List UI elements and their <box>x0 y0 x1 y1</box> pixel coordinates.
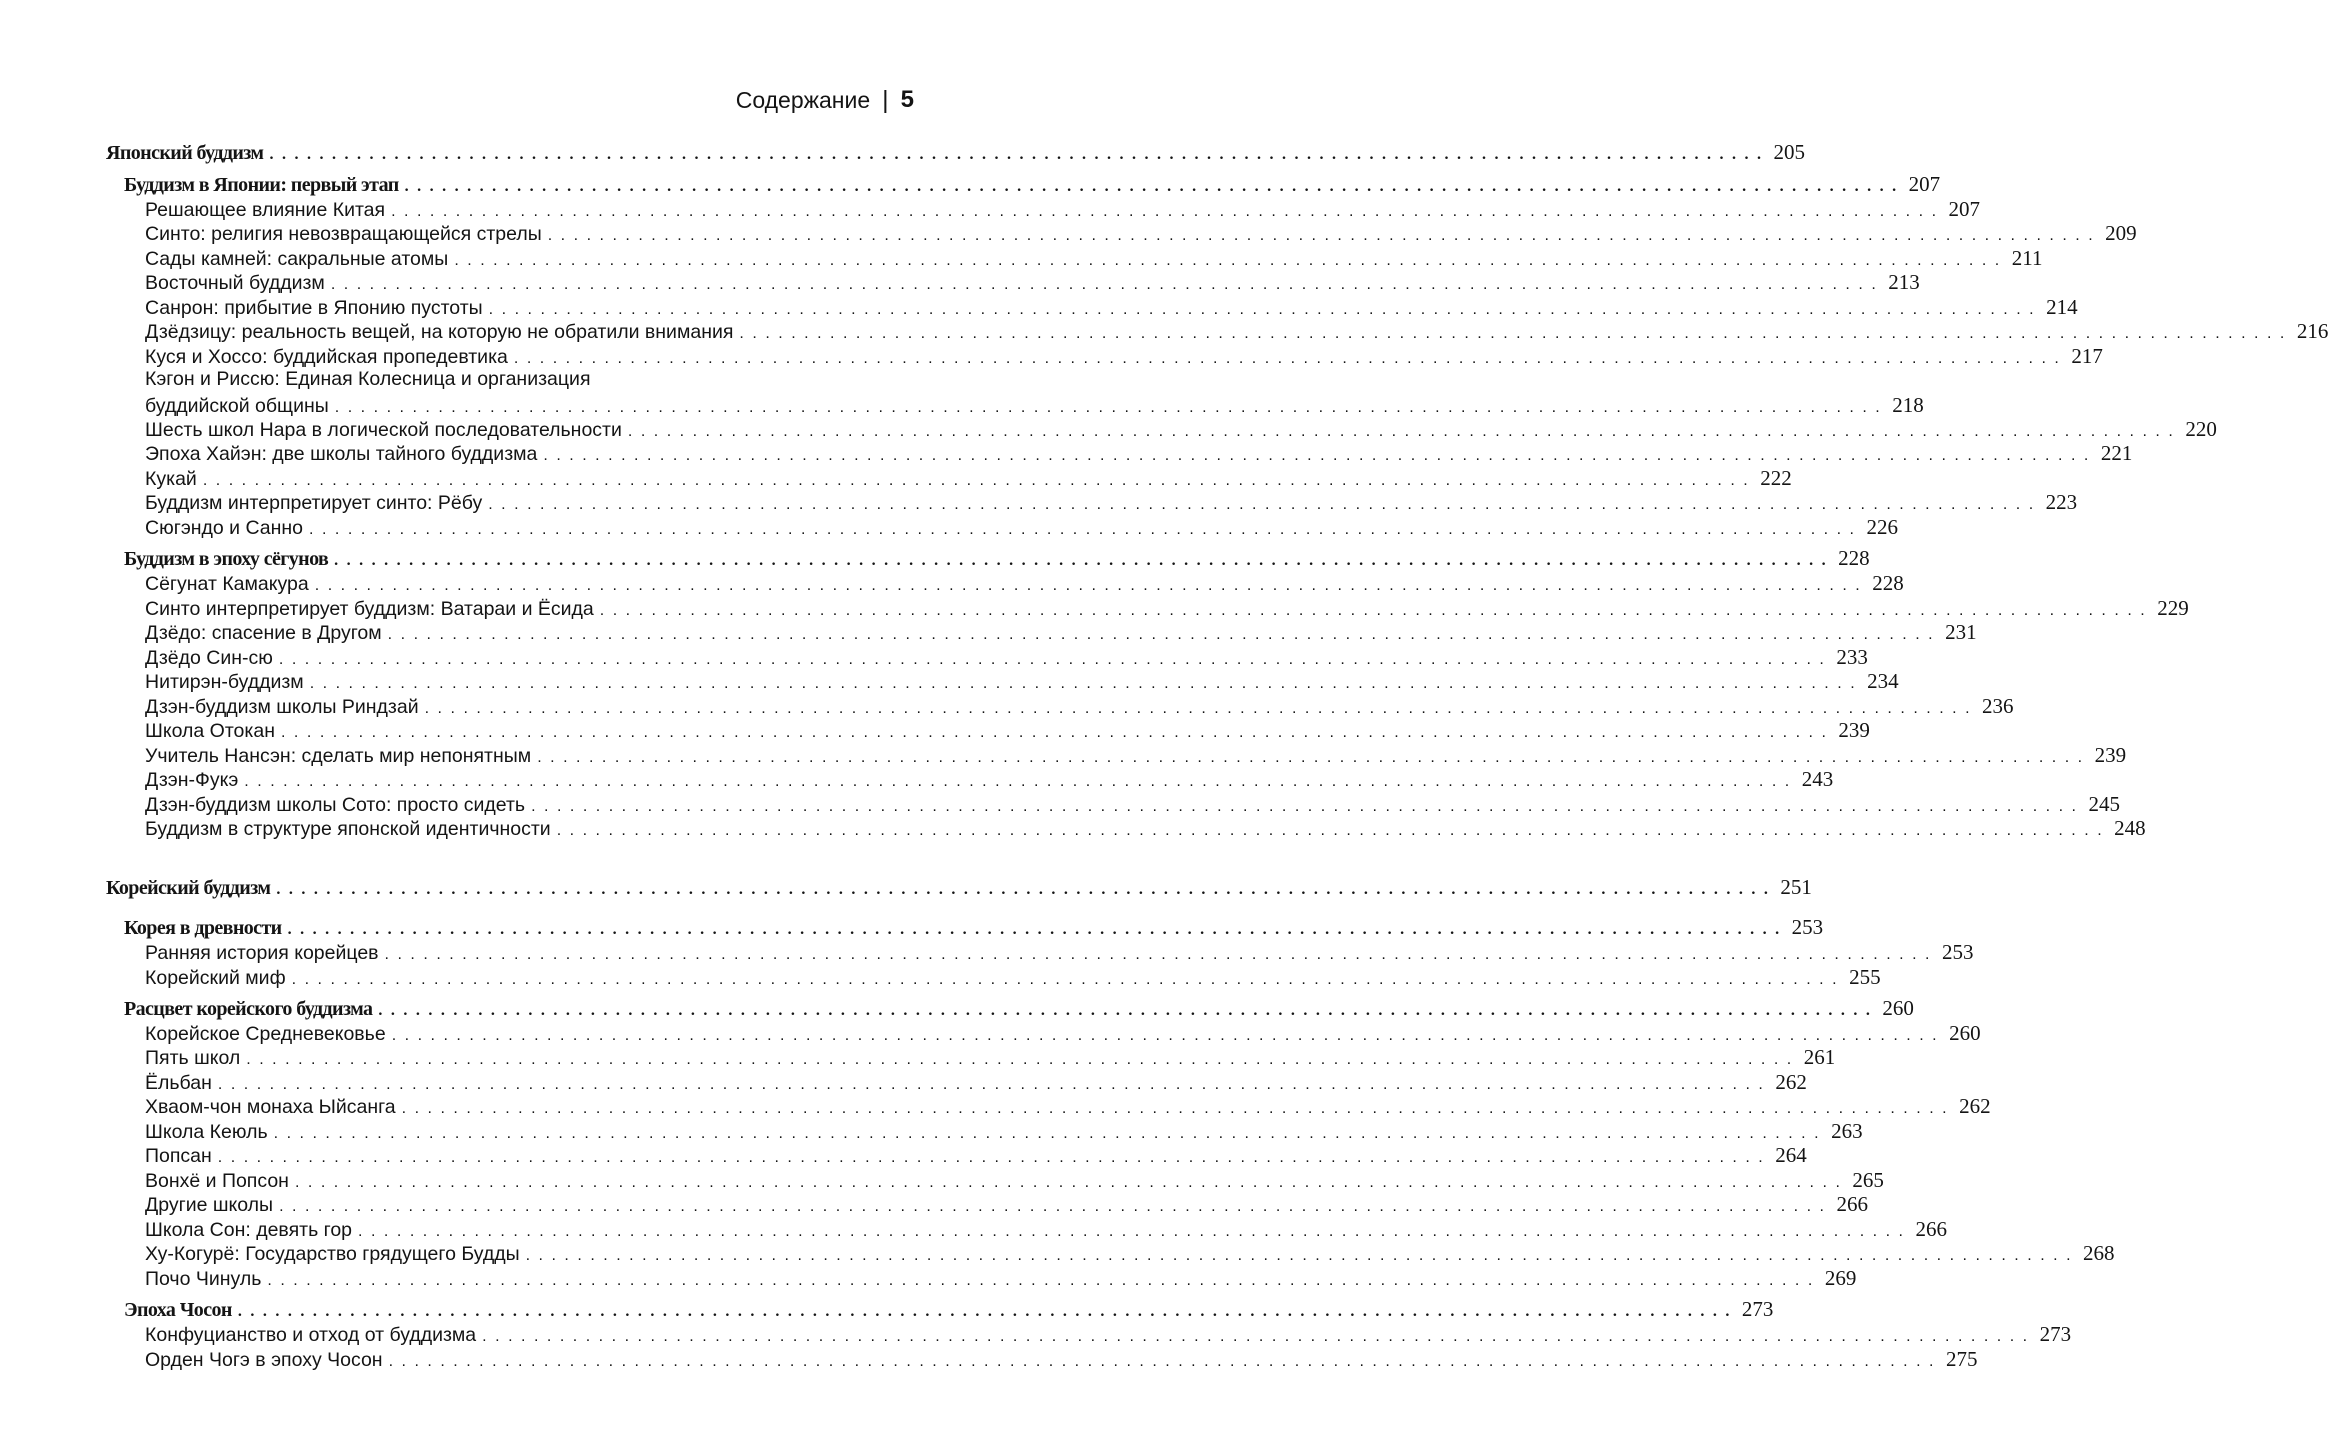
toc-entry-title: Эпоха Чосон <box>124 1299 232 1321</box>
toc-entry-title: Дзэн-буддизм школы Сото: просто сидеть <box>145 794 526 816</box>
toc-leader-dots: ........................................................................................................................ <box>378 1002 1879 1019</box>
toc-section-entry[interactable] <box>145 596 2189 621</box>
toc-entry-title: Пять школ <box>145 1047 241 1069</box>
toc-entry-page: 269 <box>1824 1266 1857 1290</box>
toc-entry-title: Буддизм в эпоху сёгунов <box>124 548 329 570</box>
toc-entry-page: 245 <box>2088 792 2120 816</box>
toc-entry-title: Дзёдзицу: реальность вещей, на которую не обратили внимания <box>145 321 734 343</box>
toc-section-entry[interactable] <box>145 466 1792 491</box>
toc-entry-title: Ёльбан <box>145 1072 212 1094</box>
toc-entry-title: буддийской общины <box>145 395 329 417</box>
toc-entry-page: 205 <box>1773 140 1805 164</box>
toc-entry-title: Попсан <box>145 1145 212 1167</box>
toc-chapter-entry[interactable] <box>124 996 1914 1021</box>
toc-entry-page: 222 <box>1760 466 1792 490</box>
toc-leader-dots: ........................................................................................................................ <box>279 1198 1833 1215</box>
toc-entry-title: Школа Сон: девять гор <box>145 1219 353 1241</box>
running-header <box>736 86 914 114</box>
toc-entry-page: 228 <box>1838 546 1870 570</box>
toc-leader-dots: ........................................................................................................................ <box>237 1303 1738 1320</box>
toc-entry-title: Восточный буддизм <box>145 272 325 294</box>
toc-entry-title: Почо Чинуль <box>145 1268 262 1290</box>
toc-section-entry[interactable] <box>145 197 1981 222</box>
toc-entry-page: 211 <box>2011 246 2043 270</box>
toc-entry-title: Школа Кеюль <box>145 1121 268 1143</box>
header-title: Содержание <box>735 86 871 113</box>
toc-leader-dots: ........................................................................................................................ <box>454 252 2008 269</box>
toc-entry-title: Ху-Когурё: Государство грядущего Будды <box>145 1243 520 1265</box>
toc-entry-title: Японский буддизм <box>106 142 264 164</box>
toc-entry-title: Дзёдо: спасение в Другом <box>145 622 382 644</box>
toc-leader-dots: ........................................................................................................................ <box>599 602 2154 619</box>
toc-entry-page: 216 <box>2296 319 2328 343</box>
toc-section-entry[interactable] <box>145 1217 1947 1242</box>
toc-leader-dots: ........................................................................................................................ <box>543 447 2097 464</box>
toc-entry-title: Нитирэн-буддизм <box>145 671 304 693</box>
toc-entry-page: 262 <box>1959 1094 1991 1118</box>
toc-section-entry[interactable] <box>145 490 2078 515</box>
toc-section-entry[interactable] <box>145 515 1898 540</box>
toc-entry-title: Корейский буддизм <box>106 877 271 899</box>
toc-leader-dots: ........................................................................................................................ <box>547 227 2102 244</box>
toc-entry-page: 207 <box>1908 172 1941 196</box>
toc-section-entry[interactable] <box>145 319 2328 344</box>
toc-leader-dots: ........................................................................................................................ <box>278 651 1833 668</box>
toc-entry-page: 264 <box>1775 1143 1807 1167</box>
toc-entry-page: 223 <box>2045 490 2078 514</box>
toc-leader-dots: ........................................................................................................................ <box>267 1272 1821 1289</box>
toc-leader-dots: ........................................................................................................................ <box>482 1328 2036 1345</box>
toc-entry-title: Синто: религия невозвращающейся стрелы <box>145 223 542 245</box>
toc-entry-page: 220 <box>2185 417 2217 441</box>
toc-leader-dots: ........................................................................................................................ <box>531 798 2085 815</box>
toc-section-entry[interactable] <box>145 270 1920 295</box>
toc-leader-dots: ........................................................................................................................ <box>537 749 2091 766</box>
toc-section-entry[interactable] <box>145 221 2137 246</box>
toc-entry-page: 231 <box>1945 620 1977 644</box>
toc-entry-title: Дзёдо Син-сю <box>145 647 273 669</box>
toc-section-entry[interactable] <box>145 1119 1863 1144</box>
toc-entry-title: Корейский миф <box>145 967 286 989</box>
toc-entry-page: 275 <box>1946 1347 1978 1371</box>
toc-leader-dots: ........................................................................................................................ <box>287 921 1788 938</box>
toc-chapter-entry[interactable] <box>124 546 1870 571</box>
toc-entry-title: Ранняя история корейцев <box>145 942 379 964</box>
toc-entry-page: 221 <box>2100 441 2133 465</box>
toc-leader-dots: ........................................................................................................................ <box>273 1125 1828 1142</box>
toc-section-entry[interactable] <box>145 1322 2072 1347</box>
toc-entry-title: Сёгунат Камакура <box>145 573 309 595</box>
toc-leader-dots: ........................................................................................................................ <box>388 1353 1942 1370</box>
toc-entry-page: 213 <box>1888 270 1920 294</box>
toc-leader-dots: ........................................................................................................................ <box>202 472 1757 489</box>
toc-leader-dots: ........................................................................................................................ <box>334 399 1889 416</box>
toc-entry-title: Кукай <box>145 468 197 490</box>
toc-leader-dots: ........................................................................................................................ <box>391 1027 1946 1044</box>
toc-entry-title: Школа Отокан <box>145 720 275 742</box>
toc-section-entry[interactable] <box>145 940 1974 965</box>
toc-entry-page: 260 <box>1882 996 1914 1020</box>
toc-section-entry[interactable] <box>145 246 2043 271</box>
toc-section-entry[interactable] <box>145 417 2217 442</box>
toc-entry-page: 226 <box>1866 515 1898 539</box>
toc-section-entry[interactable] <box>145 743 2127 768</box>
toc-entry-title: Дзэн-Фукэ <box>145 769 239 791</box>
toc-leader-dots: ........................................................................................................................ <box>401 1100 1956 1117</box>
toc-entry-title: Учитель Нансэн: сделать мир непонятным <box>145 745 532 767</box>
toc-entry-page: 273 <box>1741 1297 1774 1321</box>
toc-entry-page: 239 <box>2094 743 2127 767</box>
toc-section-entry[interactable] <box>145 1143 1807 1168</box>
toc-section-entry[interactable] <box>145 718 1870 743</box>
toc-entry-title: Другие школы <box>145 1194 274 1216</box>
toc-entry-page: 268 <box>2083 1241 2115 1265</box>
toc-part-entry[interactable] <box>106 140 1805 165</box>
toc-leader-dots: ........................................................................................................................ <box>387 626 1942 643</box>
toc-section-entry[interactable] <box>145 295 2078 320</box>
toc-leader-dots: ........................................................................................................................ <box>488 496 2042 513</box>
toc-entry-page: 265 <box>1852 1168 1884 1192</box>
toc-part-entry[interactable] <box>106 875 1812 900</box>
toc-section-entry[interactable] <box>145 620 1977 645</box>
toc-entry-page: 239 <box>1838 718 1870 742</box>
toc-leader-dots: ........................................................................................................................ <box>246 1051 1800 1068</box>
toc-section-entry[interactable] <box>145 645 1868 670</box>
toc-entry-page: 266 <box>1915 1217 1947 1241</box>
toc-section-entry-line1[interactable] <box>145 368 914 391</box>
toc-entry-title: Буддизм в Японии: первый этап <box>124 174 399 196</box>
toc-section-entry[interactable] <box>145 441 2133 466</box>
toc-leader-dots: ........................................................................................................................ <box>358 1223 1912 1240</box>
toc-leader-dots: ........................................................................................................................ <box>309 521 1863 538</box>
toc-entry-title: Хваом-чон монаха Ыйсанга <box>145 1096 396 1118</box>
toc-section-entry[interactable] <box>145 1192 1868 1217</box>
toc-leader-dots: ........................................................................................................................ <box>739 325 2293 342</box>
toc-entry-page: 263 <box>1831 1119 1863 1143</box>
toc-entry-title: Дзэн-буддизм школы Риндзай <box>145 696 419 718</box>
toc-section-entry[interactable] <box>145 1241 2115 1266</box>
toc-entry-page: 217 <box>2071 344 2103 368</box>
toc-leader-dots: ........................................................................................................................ <box>314 577 1869 594</box>
toc-leader-dots: ........................................................................................................................ <box>488 301 2043 318</box>
toc-entry-page: 243 <box>1801 767 1834 791</box>
toc-entry-page: 236 <box>1982 694 2014 718</box>
toc-section-entry[interactable] <box>145 344 2103 369</box>
toc-entry-page: 253 <box>1941 940 1974 964</box>
toc-entry-page: 248 <box>2114 816 2146 840</box>
toc-entry-page: 262 <box>1775 1070 1807 1094</box>
toc-section-entry[interactable] <box>145 792 2120 817</box>
toc-leader-dots: ........................................................................................................................ <box>556 822 2111 839</box>
toc-entry-page: 253 <box>1791 915 1824 939</box>
toc-section-entry[interactable] <box>145 1045 1836 1070</box>
toc-leader-dots: ........................................................................................................................ <box>525 1247 2080 1264</box>
toc-leader-dots: ........................................................................................................................ <box>294 1174 1849 1191</box>
toc-entry-page: 229 <box>2157 596 2189 620</box>
toc-leader-dots: ........................................................................................................................ <box>244 773 1798 790</box>
toc-entry-title: Шесть школ Нара в логической последовательности <box>145 419 622 441</box>
toc-leader-dots: ........................................................................................................................ <box>513 350 2068 367</box>
toc-leader-dots: ........................................................................................................................ <box>424 700 1979 717</box>
toc-leader-dots: ........................................................................................................................ <box>627 423 2182 440</box>
toc-entry-title: Куся и Хоссо: буддийская пропедевтика <box>145 346 508 368</box>
toc-section-entry[interactable] <box>145 965 1881 990</box>
toc-leader-dots: ........................................................................................................................ <box>384 946 1938 963</box>
toc-entry-title: Санрон: прибытие в Японию пустоты <box>145 297 483 319</box>
toc-entry-title: Расцвет корейского буддизма <box>124 998 373 1020</box>
toc-entry-title: Конфуцианство и отход от буддизма <box>145 1324 477 1346</box>
toc-leader-dots: ........................................................................................................................ <box>334 552 1835 569</box>
toc-section-entry[interactable] <box>145 1168 1884 1193</box>
header-page-number: 5 <box>900 86 914 113</box>
toc-entry-page: 214 <box>2046 295 2078 319</box>
toc-entry-title: Вонхё и Попсон <box>145 1170 289 1192</box>
toc-entry-page: 218 <box>1892 393 1924 417</box>
toc-entry-page: 255 <box>1849 965 1881 989</box>
toc-entry-page: 260 <box>1949 1021 1981 1045</box>
toc-entry-title: Сады камней: сакральные атомы <box>145 248 449 270</box>
toc-entry-title: Сюгэндо и Санно <box>145 517 304 539</box>
toc-section-entry[interactable] <box>145 1266 1857 1291</box>
toc-leader-dots: ........................................................................................................................ <box>269 146 1770 163</box>
toc-section-entry[interactable] <box>145 816 2146 841</box>
toc-entry-page: 209 <box>2105 221 2137 245</box>
toc-leader-dots: ........................................................................................................................ <box>309 675 1864 692</box>
toc-entry-title: Буддизм интерпретирует синто: Рёбу <box>145 492 483 514</box>
toc-section-entry[interactable] <box>145 1021 1981 1046</box>
toc-entry-page: 266 <box>1836 1192 1868 1216</box>
header-separator: | <box>882 85 889 114</box>
toc-entry-page: 228 <box>1872 571 1904 595</box>
toc-section-entry[interactable] <box>145 767 1834 792</box>
toc-leader-dots: ........................................................................................................................ <box>280 724 1835 741</box>
toc-entry-title: Кэгон и Риссю: Единая Колесница и организация <box>145 368 591 390</box>
toc-leader-dots: ........................................................................................................................ <box>404 178 1905 195</box>
toc-leader-dots: ........................................................................................................................ <box>217 1149 1772 1166</box>
toc-entry-page: 234 <box>1867 669 1899 693</box>
toc-entry-page: 273 <box>2039 1322 2072 1346</box>
toc-entry-title: Орден Чогэ в эпоху Чосон <box>145 1349 383 1371</box>
toc-chapter-entry[interactable] <box>124 915 1824 940</box>
toc-entry-title: Эпоха Хайэн: две школы тайного буддизма <box>145 443 538 465</box>
toc-entry-page: 233 <box>1836 645 1868 669</box>
toc-entry-title: Синто интерпретирует буддизм: Ватараи и Ёсида <box>145 598 594 620</box>
toc-leader-dots: ........................................................................................................................ <box>291 971 1846 988</box>
toc-section-entry[interactable] <box>145 1347 1978 1372</box>
toc-chapter-entry[interactable] <box>124 1297 1774 1322</box>
toc-leader-dots: ........................................................................................................................ <box>391 203 1945 220</box>
toc-entry-title: Корея в древности <box>124 917 282 939</box>
toc-leader-dots: ........................................................................................................................ <box>276 881 1777 898</box>
toc-entry-page: 207 <box>1948 197 1981 221</box>
toc-section-entry[interactable] <box>145 1094 1991 1119</box>
toc-entry-title: Решающее влияние Китая <box>145 199 386 221</box>
toc-entry-page: 251 <box>1780 875 1812 899</box>
toc-entry-title: Буддизм в структуре японской идентичности <box>145 818 551 840</box>
toc-section-entry-line2[interactable] <box>145 393 1924 418</box>
toc-section-entry[interactable] <box>145 571 1904 596</box>
toc-section-entry[interactable] <box>145 694 2014 719</box>
toc-chapter-entry[interactable] <box>124 172 1941 197</box>
toc-section-entry[interactable] <box>145 669 1899 694</box>
toc-leader-dots: ........................................................................................................................ <box>330 276 1885 293</box>
toc-entry-page: 261 <box>1803 1045 1836 1069</box>
toc-leader-dots: ........................................................................................................................ <box>217 1076 1772 1093</box>
toc-section-entry[interactable] <box>145 1070 1807 1095</box>
toc-entry-title: Корейское Средневековье <box>145 1023 386 1045</box>
